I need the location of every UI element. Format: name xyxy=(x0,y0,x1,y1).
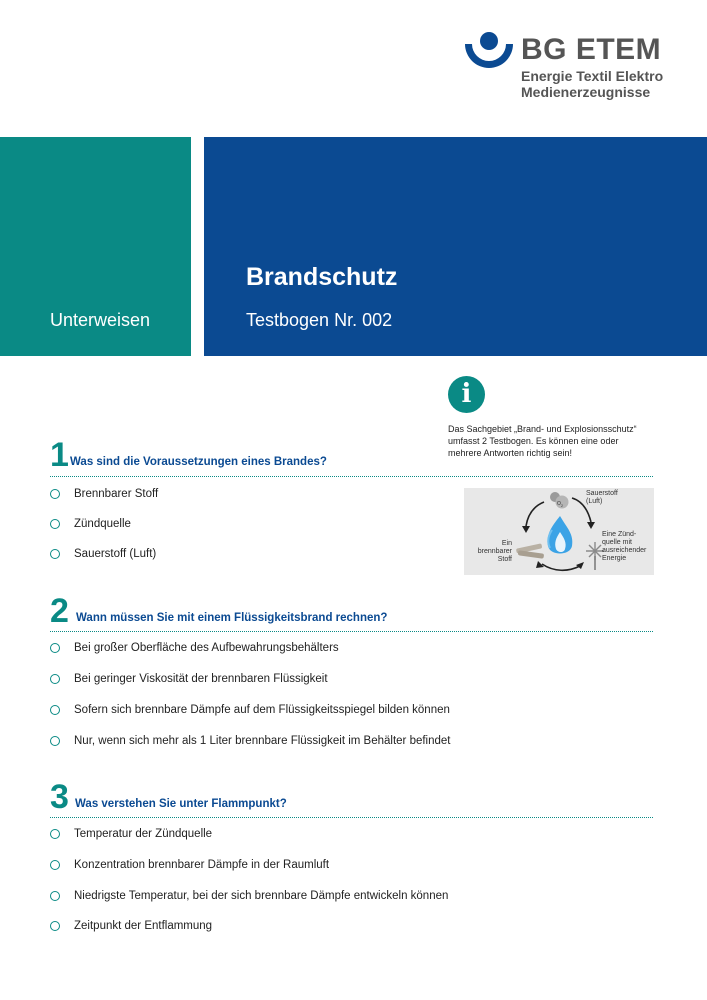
fire-triangle-illustration xyxy=(464,488,654,575)
question-text: Was verstehen Sie unter Flammpunkt? xyxy=(75,798,287,810)
radio-circle-icon[interactable] xyxy=(50,891,60,901)
ignition-label-line: Eine Zünd- xyxy=(602,531,637,538)
info-line: mehrere Antworten richtig sein! xyxy=(448,448,573,458)
fuel-label-line: brennbarer xyxy=(477,548,512,555)
question-divider xyxy=(50,476,653,477)
answer-label: Sauerstoff (Luft) xyxy=(74,548,157,560)
radio-circle-icon[interactable] xyxy=(50,736,60,746)
info-icon: i xyxy=(448,376,485,413)
radio-circle-icon[interactable] xyxy=(50,860,60,870)
ignition-label xyxy=(602,531,646,563)
oxygen-label-line: Sauerstoff xyxy=(586,490,618,497)
oxygen-subscript: 2 xyxy=(561,504,563,508)
oxygen-label-line: (Luft) xyxy=(586,498,603,505)
ignition-label-line: quelle mit xyxy=(602,539,632,546)
fuel-label xyxy=(472,540,512,564)
answer-label: Brennbarer Stoff xyxy=(74,488,159,500)
oxygen-symbol: O xyxy=(557,501,561,507)
radio-circle-icon[interactable] xyxy=(50,549,60,559)
answer-label: Sofern sich brennbare Dämpfe auf dem Flüssigkeitsspiegel bilden können xyxy=(74,704,450,716)
ignition-label-line: Energie xyxy=(602,555,627,562)
question-text: Wann müssen Sie mit einem Flüssigkeitsbrand rechnen? xyxy=(76,612,388,624)
question-number: 1 xyxy=(50,436,69,474)
info-line: umfasst 2 Testbogen. Es können eine oder xyxy=(448,436,619,446)
banner-category-label: Unterweisen xyxy=(50,310,151,330)
question-divider xyxy=(50,817,653,818)
logo-tagline xyxy=(521,68,663,100)
answer-label: Zeitpunkt der Entflammung xyxy=(74,920,213,932)
fuel-label-line: Stoff xyxy=(497,556,512,563)
bg-etem-logo xyxy=(462,30,662,105)
answer-label: Zündquelle xyxy=(74,518,131,530)
radio-circle-icon[interactable] xyxy=(50,829,60,839)
radio-circle-icon[interactable] xyxy=(50,643,60,653)
page-title: Brandschutz xyxy=(246,263,398,291)
question-text: Was sind die Voraussetzungen eines Brandes? xyxy=(70,456,327,468)
logo-mark-icon xyxy=(462,30,516,84)
question-divider xyxy=(50,631,653,632)
radio-circle-icon[interactable] xyxy=(50,705,60,715)
info-line: Das Sachgebiet „Brand- und Explosionsschutz“ xyxy=(448,424,637,434)
question-1-header xyxy=(50,436,653,472)
radio-circle-icon[interactable] xyxy=(50,921,60,931)
page-subtitle: Testbogen Nr. 002 xyxy=(246,310,393,330)
answer-label: Konzentration brennbarer Dämpfe in der Raumluft xyxy=(74,859,330,871)
answer-label: Nur, wenn sich mehr als 1 Liter brennbare Flüssigkeit im Behälter befindet xyxy=(74,735,451,747)
answer-label: Bei geringer Viskosität der brennbaren Flüssigkeit xyxy=(74,673,328,685)
radio-circle-icon[interactable] xyxy=(50,519,60,529)
radio-circle-icon[interactable] xyxy=(50,674,60,684)
fuel-label-line: Ein xyxy=(501,540,512,547)
logo-line-1: Energie Textil Elektro xyxy=(521,68,664,84)
answer-label: Bei großer Oberfläche des Aufbewahrungsbehälters xyxy=(74,642,339,654)
radio-circle-icon[interactable] xyxy=(50,489,60,499)
question-number: 3 xyxy=(50,778,69,816)
question-number: 2 xyxy=(50,592,69,630)
logo-line-2: Medienerzeugnisse xyxy=(521,84,651,100)
question-2-header xyxy=(50,592,653,628)
logo-brand: BG ETEM xyxy=(521,33,662,66)
oxygen-label xyxy=(586,490,618,506)
question-3-header xyxy=(50,778,653,814)
ignition-label-line: ausreichender xyxy=(602,547,647,554)
answer-label: Temperatur der Zündquelle xyxy=(74,828,213,840)
answer-label: Niedrigste Temperatur, bei der sich brennbare Dämpfe entwickeln können xyxy=(74,890,449,902)
